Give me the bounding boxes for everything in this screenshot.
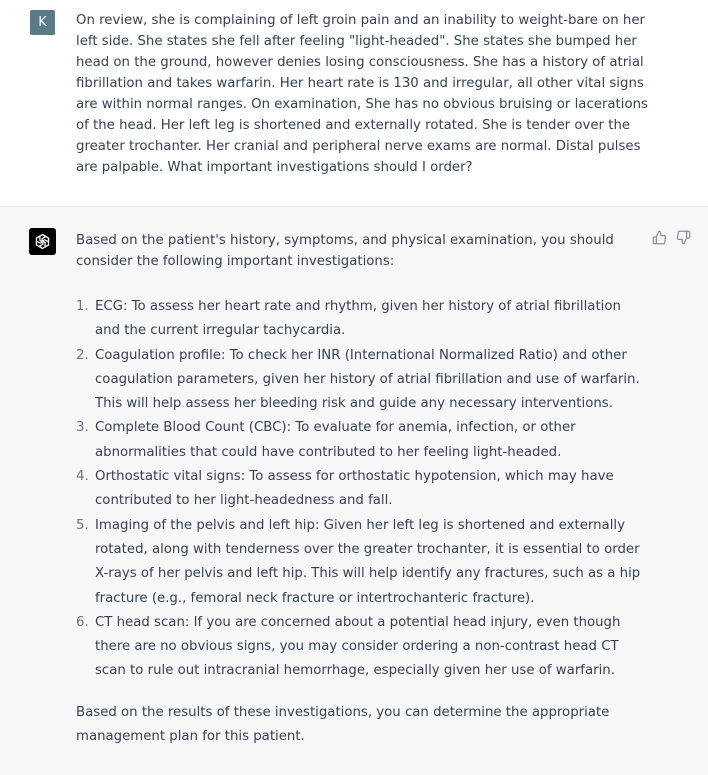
assistant-intro-text: Based on the patient's history, symptoms, and physical examination, you should consider the following important investigations: [76, 233, 614, 269]
list-item [76, 344, 650, 417]
chatgpt-logo-icon [29, 228, 56, 255]
list-item-number: 1. [76, 299, 89, 314]
feedback-buttons [651, 229, 691, 245]
list-item [76, 514, 650, 611]
list-item-text: Orthostatic vital signs: To assess for orthostatic hypotension, which may have contributed to her light-headedness and fall. [95, 469, 614, 509]
list-item-number: 4. [76, 469, 89, 485]
thumbs-down-icon[interactable] [675, 229, 691, 245]
list-item [76, 416, 650, 465]
list-item-number: 5. [76, 517, 89, 533]
investigations-list [76, 295, 650, 684]
user-message-text: On review, she is complaining of left groin pain and an inability to weight-bare on her left side. She states she fell after feeling "light-headed". She states she bumped her head on the ground, however denies losing consciousness. She has a history of atrial fibrillation and takes warfarin. Her heart rate is 130 and irregular, all other vital signs are within normal ranges. On examination, She has no obvious bruising or lacerations of the head. Her left leg is shortened and externally rotated. She is tender over the greater trochanter. Her cranial and peripheral nerve exams are normal. Distal pulses are palpable. What important investigations should I order? [76, 13, 648, 175]
user-avatar: K [30, 10, 55, 35]
list-item [76, 465, 650, 514]
list-item-text: CT head scan: If you are concerned about a potential head injury, even though there are no obvious signs, you may consider ordering a non-contrast head CT scan to rule out intracranial hemorrhage, especially given her use of warfarin. [95, 614, 621, 679]
list-item [76, 611, 650, 684]
thumbs-up-icon[interactable] [651, 229, 667, 245]
list-item-number: 6. [76, 614, 89, 630]
list-item-text: ECG: To assess her heart rate and rhythm, given her history of atrial fibrillation and the current irregular tachycardia. [95, 299, 621, 339]
list-item-number: 2. [76, 347, 89, 363]
list-item-text: Complete Blood Count (CBC): To evaluate for anemia, infection, or other abnormalities that could have contributed to her feeling light-headed. [95, 420, 576, 460]
assistant-message [0, 207, 708, 775]
list-item-text: Coagulation profile: To check her INR (International Normalized Ratio) and other coagulation parameters, given her history of atrial fibrillation and use of warfarin. This will help assess her bleeding risk and guide any necessary interventions. [95, 347, 640, 412]
user-message [0, 0, 708, 207]
list-item-number: 3. [76, 420, 89, 436]
assistant-outro-text: Based on the results of these investigations, you can determine the appropriate management plan for this patient. [76, 705, 610, 744]
list-item-text: Imaging of the pelvis and left hip: Given her left leg is shortened and externally rotated, along with tenderness over the greater trochanter, it is essential to order X-rays of her pelvis and left hip. This will help identify any fractures, such as a hip fracture (e.g., femoral neck fracture or intertrochanteric fracture). [95, 517, 641, 606]
list-item [76, 295, 650, 344]
